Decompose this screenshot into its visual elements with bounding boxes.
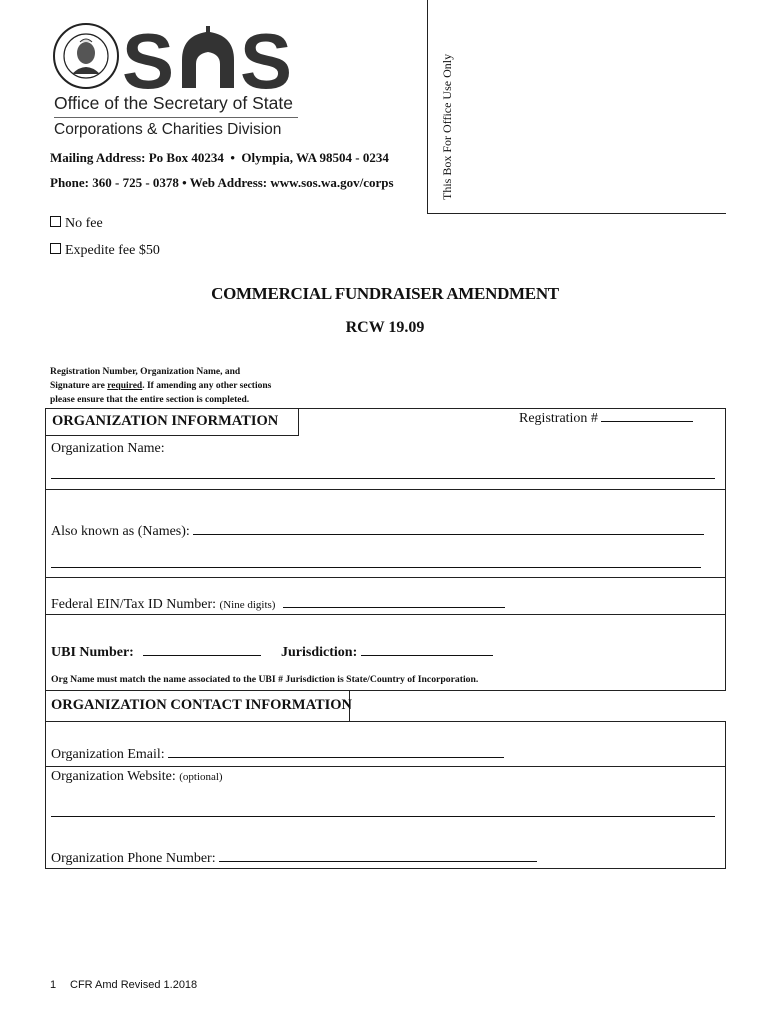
ubi-field[interactable] [51, 643, 261, 661]
phone-input[interactable] [219, 849, 537, 862]
ein-input[interactable] [283, 595, 505, 608]
ubi-label: UBI Number: [51, 645, 134, 660]
revision-text: CFR Amd Revised 1.2018 [70, 979, 198, 991]
website-input[interactable] [51, 816, 715, 817]
no-fee-option[interactable] [50, 216, 103, 232]
instructions-line-2 [50, 379, 271, 393]
ubi-input[interactable] [143, 643, 261, 656]
instructions-line-1: Registration Number, Organization Name, and [50, 367, 241, 377]
sos-logo [122, 26, 298, 97]
website-label: Organization Website: [51, 769, 176, 784]
org-name-input[interactable] [51, 478, 715, 479]
seal-text [52, 84, 120, 85]
ubi-note: Org Name must match the name associated to the UBI # Jurisdiction is State/Country of Incorporation. [51, 674, 479, 685]
registration-number[interactable] [519, 409, 693, 427]
ein-note: (Nine digits) [219, 599, 276, 611]
form-title: COMMERCIAL FUNDRAISER AMENDMENT [211, 284, 559, 303]
email-label: Organization Email: [51, 747, 165, 762]
expedite-fee-option[interactable] [50, 243, 160, 259]
registration-label: Registration # [519, 411, 602, 426]
jurisdiction-input[interactable] [361, 643, 493, 656]
office-name: Office of the Secretary of State [54, 93, 293, 113]
header-divider [54, 117, 298, 118]
registration-input[interactable] [601, 409, 693, 422]
org-info-header: ORGANIZATION INFORMATION [52, 413, 279, 429]
form-subtitle: RCW 19.09 [345, 319, 425, 336]
phone-web: Phone: 360 - 725 - 0378 • Web Address: www.sos.wa.gov/corps [50, 175, 394, 190]
page-number: 1 [50, 979, 57, 991]
jurisdiction-field[interactable] [281, 643, 493, 661]
instructions-text: Signature are [50, 381, 108, 391]
no-fee-label: No fee [65, 216, 103, 231]
aka-field[interactable] [51, 522, 704, 540]
expedite-fee-checkbox[interactable] [50, 243, 61, 254]
section-divider [45, 489, 726, 490]
expedite-fee-label: Expedite fee $50 [65, 243, 160, 258]
no-fee-checkbox[interactable] [50, 216, 61, 227]
instructions [50, 365, 271, 407]
jurisdiction-label: Jurisdiction: [281, 645, 358, 660]
state-seal [52, 22, 120, 90]
phone-field[interactable] [51, 849, 537, 867]
email-input[interactable] [168, 745, 504, 758]
aka-label: Also known as (Names): [51, 524, 190, 539]
sos-logo-text [122, 26, 123, 27]
ein-label: Federal EIN/Tax ID Number: [51, 597, 217, 612]
ein-field[interactable] [51, 595, 505, 613]
mailing-address: Mailing Address: Po Box 40234 • Olympia, WA 98504 - 0234 [50, 150, 389, 165]
website-field [51, 769, 223, 785]
contact-header: ORGANIZATION CONTACT INFORMATION [51, 697, 353, 713]
instructions-text-2: . If amending any other sections [142, 381, 272, 391]
office-use-box [427, 0, 726, 214]
office-use-label: This Box For Office Use Only [440, 53, 454, 200]
website-note: (optional) [179, 771, 223, 783]
aka-input[interactable] [193, 522, 704, 535]
org-name-label: Organization Name: [51, 441, 165, 456]
instructions-line-3: please ensure that the entire section is completed. [50, 395, 250, 405]
phone-label: Organization Phone Number: [51, 851, 216, 866]
svg-text:S: S [240, 26, 291, 92]
aka-input-2[interactable] [51, 567, 701, 568]
instructions-required: required [107, 381, 143, 391]
division-name: Corporations & Charities Division [54, 121, 282, 138]
email-field[interactable] [51, 745, 504, 763]
svg-text:S: S [122, 26, 173, 92]
